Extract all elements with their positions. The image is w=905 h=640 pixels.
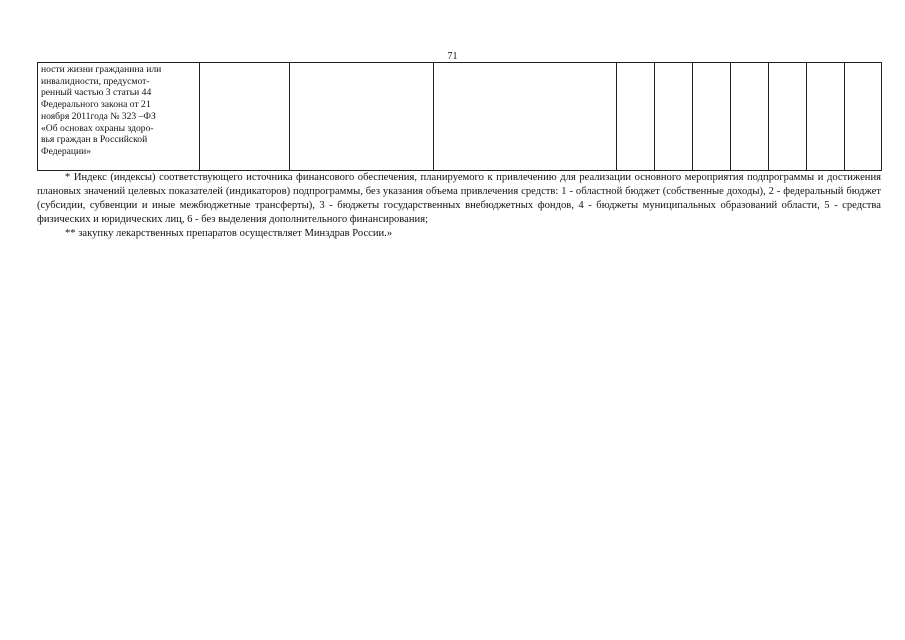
table-cell-empty	[434, 63, 617, 171]
table-row	[38, 63, 882, 171]
cell-line: инвалидности, предусмот-	[41, 75, 150, 87]
cell-line: Федерации»	[41, 145, 92, 157]
table-cell-empty	[769, 63, 807, 171]
table-cell-description	[38, 63, 200, 171]
cell-line: «Об основах охраны здоро-	[41, 122, 154, 134]
page-number: 71	[447, 51, 458, 62]
table-cell-empty	[807, 63, 845, 171]
table-cell-empty	[200, 63, 290, 171]
cell-line: ности жизни гражданина или	[41, 64, 162, 75]
cell-line: Федерального закона от 21	[41, 99, 151, 111]
table-cell-empty	[617, 63, 655, 171]
table-cell-empty	[655, 63, 693, 171]
footnote-drug-procurement: ** закупку лекарственных препаратов осуществляет Минздрав России.»	[65, 228, 393, 239]
cell-line: ноября 2011года № 323 –ФЗ	[41, 110, 156, 122]
program-table	[37, 62, 882, 171]
table-cell-empty	[693, 63, 731, 171]
table-cell-empty	[845, 63, 882, 171]
cell-line: вья граждан в Российской	[41, 134, 148, 146]
cell-line: ренный частью 3 статьи 44	[41, 87, 152, 99]
footnotes	[37, 171, 881, 241]
table-cell-empty	[731, 63, 769, 171]
table-cell-empty	[290, 63, 434, 171]
footnote-funding-index: * Индекс (индексы) соответствующего источника финансового обеспечения, планируемого к привлечению для реализации основного мероприятия подпрограммы и достижения плановых значений целевых показателей (индикаторов) подпрограммы, без указания объема привлечения средств: 1 - областной бюджет (собственные доходы), 2 - федеральный бюджет (субсидии, субвенции и иные межбюджетные трансферты), 3 - бюджеты государственных внебюджетных фондов, 4 - бюджеты муниципальных образований области, 5 - средства физических и юридических лиц, 6 - без выделения дополнительного финансирования;	[37, 172, 881, 225]
